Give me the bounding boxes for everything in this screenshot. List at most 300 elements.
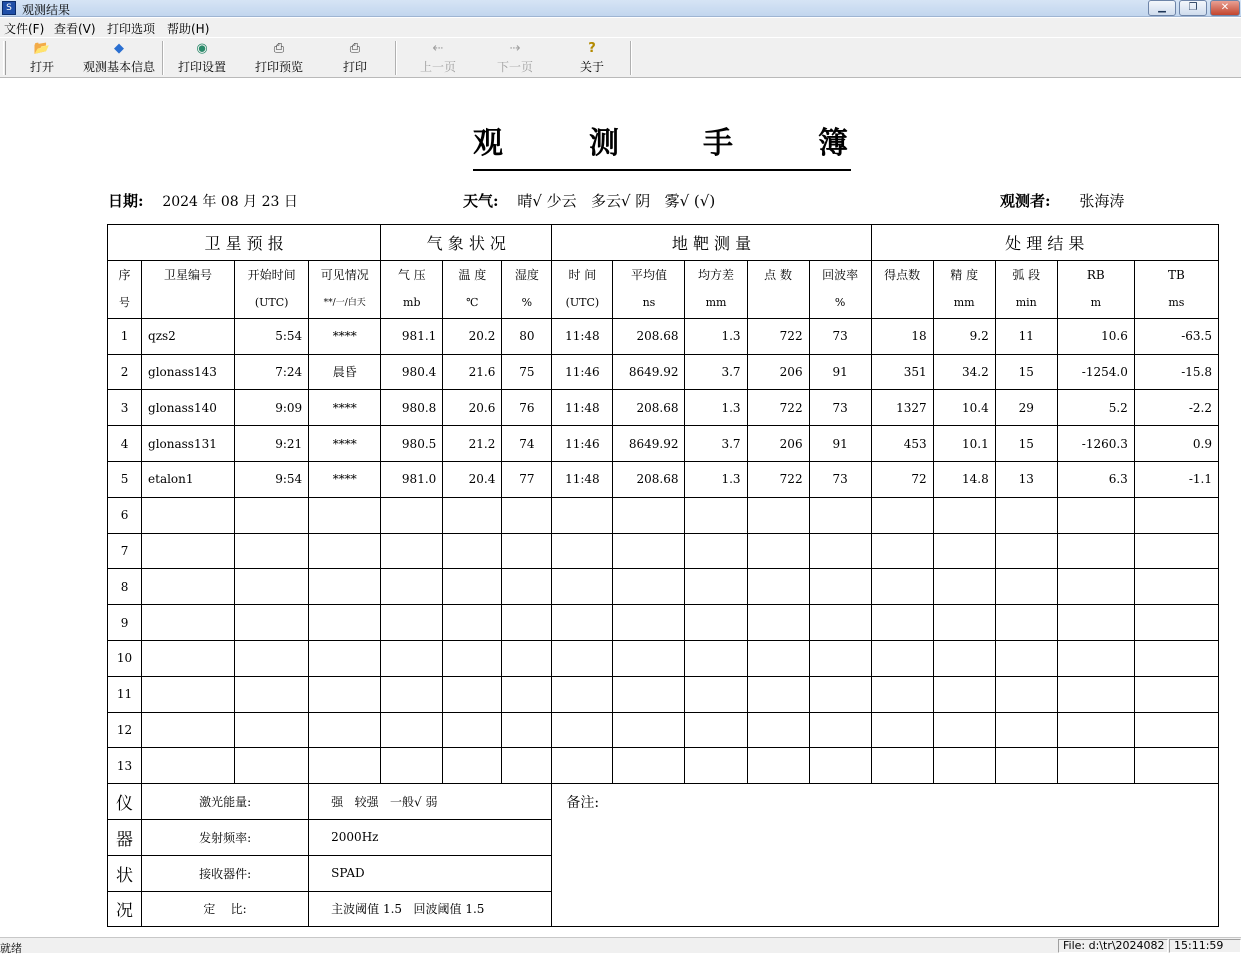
column-header [995,260,1057,318]
table-cell: 3 [108,390,142,426]
table-cell: 80 [502,318,552,354]
table-cell [381,712,443,748]
table-cell [235,497,309,533]
toolbar-grip[interactable] [3,41,6,75]
table-cell: 1 [108,318,142,354]
print-button[interactable] [337,40,373,76]
instrument-side-label: 仪 [108,784,142,820]
table-cell [613,748,685,784]
table-cell: 453 [871,426,933,462]
column-header-line1: RB [1086,268,1105,283]
column-header-line2: mm [705,296,727,310]
table-cell [1134,676,1218,712]
table-cell: **** [309,318,381,354]
table-cell [809,533,871,569]
table-row [108,676,1219,712]
table-cell [235,533,309,569]
menu-help[interactable]: 帮助(H) [167,22,210,36]
column-header-line1: 弧 段 [1012,268,1041,283]
table-cell: 29 [995,390,1057,426]
table-cell [502,497,552,533]
about-button[interactable] [575,40,609,76]
table-cell: 6 [108,497,142,533]
table-cell: glonass140 [142,390,235,426]
about-label: 关于 [579,60,604,74]
table-cell [502,748,552,784]
table-cell [685,605,747,641]
table-cell: 981.0 [381,461,443,497]
table-cell [142,640,235,676]
table-cell [613,569,685,605]
menu-bar [0,18,1241,37]
table-cell: etalon1 [142,461,235,497]
table-cell: 981.1 [381,318,443,354]
column-header-line2: 号 [119,296,130,310]
column-header-line1: 平均值 [630,268,667,283]
table-cell [747,569,809,605]
app-logo-icon[interactable]: S [2,1,16,15]
table-cell [933,676,995,712]
column-header-line1: 点 数 [764,268,792,283]
basic-info-button[interactable] [80,40,158,76]
table-cell: 9:21 [235,426,309,462]
table-cell [1134,533,1218,569]
table-cell: 208.68 [613,390,685,426]
table-cell: 15 [995,354,1057,390]
table-cell: glonass143 [142,354,235,390]
instrument-label: 定 比: [142,891,309,927]
table-cell: 5 [108,461,142,497]
prev-page-label: 上一页 [419,60,456,74]
column-header-line2: mm [953,296,975,310]
table-cell: 980.4 [381,354,443,390]
table-cell [685,712,747,748]
table-cell: 980.5 [381,426,443,462]
column-header [871,260,933,318]
question-icon: ? [588,41,596,56]
table-cell [552,640,613,676]
toolbar-separator [395,41,397,75]
table-cell [809,605,871,641]
column-header-line1: 可见情况 [320,268,369,283]
column-header [685,260,747,318]
column-header-line2: min [1015,296,1037,310]
table-cell: 10 [108,640,142,676]
table-cell: 11:48 [552,318,613,354]
table-cell: 10.4 [933,390,995,426]
table-cell [685,533,747,569]
toolbar-separator [630,41,632,75]
table-row [108,605,1219,641]
table-cell: 11:46 [552,426,613,462]
table-cell [502,533,552,569]
table-cell: 10.6 [1057,318,1134,354]
column-header [809,260,871,318]
table-cell: 91 [809,426,871,462]
table-cell: 73 [809,461,871,497]
table-cell: 206 [747,354,809,390]
table-cell [502,569,552,605]
table-cell: 206 [747,426,809,462]
table-cell: 77 [502,461,552,497]
table-cell [502,712,552,748]
weather-value: 晴√ 少云 多云√ 阴 雾√ (√) [517,192,716,210]
table-cell [933,569,995,605]
basic-info-label: 观测基本信息 [82,60,155,74]
column-header-line2: % [521,296,533,310]
table-cell: 6.3 [1057,461,1134,497]
instrument-value: 主波阈值 1.5 回波阈值 1.5 [309,891,552,927]
table-cell [142,533,235,569]
column-header-line1: 温 度 [458,268,487,283]
table-cell [443,712,502,748]
table-cell [747,497,809,533]
maximize-button[interactable]: ❐ [1179,0,1207,16]
group-forecast: 卫 星 预 报 [108,225,381,261]
table-cell: 5:54 [235,318,309,354]
table-cell [235,640,309,676]
column-header-line1: 卫星编号 [164,268,213,283]
table-cell [871,676,933,712]
table-cell [871,640,933,676]
table-cell [1134,497,1218,533]
table-cell: 11:48 [552,461,613,497]
table-cell: glonass131 [142,426,235,462]
table-cell [142,497,235,533]
column-header [502,260,552,318]
table-cell: 20.6 [443,390,502,426]
table-cell: -63.5 [1134,318,1218,354]
table-cell [552,676,613,712]
table-cell [1134,569,1218,605]
table-cell: 10.1 [933,426,995,462]
table-cell [871,712,933,748]
table-cell [871,569,933,605]
column-header-line2: (UTC) [565,296,600,310]
table-cell [142,748,235,784]
column-header [142,260,235,318]
table-cell [381,605,443,641]
table-cell [613,533,685,569]
table-cell [809,497,871,533]
table-cell [552,605,613,641]
arrow-right-icon: ⇢ [509,41,521,56]
table-cell [809,569,871,605]
column-header [1134,260,1218,318]
table-cell [995,533,1057,569]
printer-preview-icon: ⎙ [273,41,285,56]
column-header [613,260,685,318]
instrument-side-label: 器 [108,819,142,855]
table-cell: 722 [747,318,809,354]
observer-value: 张海涛 [1079,192,1125,210]
table-cell [309,497,381,533]
table-cell [235,712,309,748]
table-cell [933,712,995,748]
table-cell [552,712,613,748]
title-char: 簿 [818,126,848,161]
column-header-line2: ms [1168,296,1185,310]
table-cell [933,748,995,784]
table-cell: 1327 [871,390,933,426]
instrument-side-label: 况 [108,891,142,927]
toolbar [0,37,1241,78]
table-cell: 8649.92 [613,426,685,462]
column-header-line2: mb [403,296,421,310]
table-row [108,497,1219,533]
menu-print-options[interactable]: 打印选项 [107,22,156,36]
table-cell [443,533,502,569]
column-header-line1: 湿度 [514,268,539,283]
table-cell: 20.2 [443,318,502,354]
table-cell: **** [309,426,381,462]
table-cell: -2.2 [1134,390,1218,426]
table-cell [381,748,443,784]
table-cell [747,748,809,784]
table-cell [747,533,809,569]
arrow-left-icon: ⇠ [432,41,444,56]
print-setup-label: 打印设置 [177,60,226,74]
table-cell: 11:46 [552,354,613,390]
close-button[interactable]: ✕ [1210,0,1240,16]
column-header-line1: 得点数 [884,268,921,283]
table-cell [381,569,443,605]
column-header-line2: ns [642,296,656,310]
table-cell: 18 [871,318,933,354]
table-cell [747,605,809,641]
table-cell: 208.68 [613,318,685,354]
column-header [747,260,809,318]
table-cell: **** [309,390,381,426]
column-header-line1: 序 [118,268,131,283]
table-cell: 34.2 [933,354,995,390]
column-header-line2: % [834,296,846,310]
title-char: 测 [589,126,619,161]
table-cell [747,712,809,748]
table-cell [995,605,1057,641]
table-cell: 1.3 [685,461,747,497]
title-char: 手 [703,126,733,161]
column-header-line2: (UTC) [254,296,289,310]
column-header [235,260,309,318]
observer-label: 观测者: [1000,192,1051,210]
column-header-row [108,260,1219,318]
table-cell: qzs2 [142,318,235,354]
table-cell [809,748,871,784]
table-cell [443,676,502,712]
table-cell [1057,748,1134,784]
print-preview-button[interactable] [251,40,307,76]
table-cell [142,569,235,605]
table-cell: 73 [809,318,871,354]
weather-info [463,190,715,211]
table-cell [995,712,1057,748]
print-setup-button[interactable] [174,40,230,76]
table-cell: 11:48 [552,390,613,426]
print-preview-label: 打印预览 [254,60,303,74]
status-text: 就绪 [0,942,22,955]
table-cell [933,533,995,569]
column-header [108,260,142,318]
table-cell: 722 [747,390,809,426]
minimize-button[interactable]: ▁ [1148,0,1176,16]
table-cell [1057,605,1134,641]
table-cell: 13 [108,748,142,784]
table-cell: -15.8 [1134,354,1218,390]
open-button[interactable] [24,40,60,76]
table-cell [933,640,995,676]
table-cell: -1.1 [1134,461,1218,497]
table-cell: 11 [995,318,1057,354]
table-cell [1057,676,1134,712]
table-cell: 2 [108,354,142,390]
status-bar [0,937,1241,953]
table-cell: 74 [502,426,552,462]
table-cell [309,533,381,569]
column-header-line2: ℃ [466,296,479,310]
next-page-button[interactable] [493,40,537,76]
table-cell [235,569,309,605]
column-header-line1: 精 度 [950,268,979,283]
table-cell [809,676,871,712]
table-cell: 3.7 [685,354,747,390]
column-header-line1: 回波率 [822,268,859,283]
table-cell [443,640,502,676]
column-header-line1: 气 压 [397,268,426,283]
table-cell [443,569,502,605]
table-cell: 208.68 [613,461,685,497]
table-cell [443,605,502,641]
table-cell [809,712,871,748]
column-header-line1: TB [1168,268,1185,283]
table-cell [381,497,443,533]
table-cell: 0.9 [1134,426,1218,462]
table-cell [747,676,809,712]
table-cell: 4 [108,426,142,462]
table-row [108,640,1219,676]
remarks-label: 备注: [566,795,600,812]
table-cell [685,569,747,605]
table-cell [1057,640,1134,676]
instrument-label: 接收器件: [142,855,309,891]
title-char: 观 [473,126,503,161]
group-ranging: 地 靶 测 量 [552,225,871,261]
table-cell [995,676,1057,712]
table-cell [502,605,552,641]
table-cell: 73 [809,390,871,426]
next-page-label: 下一页 [496,60,533,74]
table-cell: 21.2 [443,426,502,462]
table-cell [381,533,443,569]
date-info [108,190,298,211]
table-row [108,461,1219,497]
column-header [933,260,995,318]
column-header [552,260,613,318]
table-cell: 晨昏 [309,354,381,390]
instrument-row [108,784,1219,820]
open-label: 打开 [29,60,54,74]
table-row [108,533,1219,569]
group-header-row [108,225,1219,261]
instrument-side-label: 状 [108,855,142,891]
title-underline [473,169,851,171]
table-cell [309,605,381,641]
table-cell [235,605,309,641]
table-cell [309,569,381,605]
table-cell: 76 [502,390,552,426]
table-row [108,390,1219,426]
column-header-line1: 均方差 [698,268,735,283]
table-cell: 13 [995,461,1057,497]
table-cell [685,640,747,676]
group-results: 处 理 结 果 [871,225,1218,261]
column-header-line2 [148,289,228,317]
table-cell [552,533,613,569]
table-cell [613,605,685,641]
weather-label: 天气: [463,192,499,210]
table-cell [1134,605,1218,641]
status-file-panel: File: d:\tr\2024082 [1058,939,1168,953]
table-cell: 12 [108,712,142,748]
table-cell [995,640,1057,676]
table-cell: -1260.3 [1057,426,1134,462]
table-cell [933,605,995,641]
table-cell: 9:54 [235,461,309,497]
table-cell [995,569,1057,605]
prev-page-button[interactable] [416,40,460,76]
table-cell: 980.8 [381,390,443,426]
table-cell: 3.7 [685,426,747,462]
table-cell [1057,569,1134,605]
table-cell [309,712,381,748]
column-header-line1: 开始时间 [247,268,296,283]
table-cell [381,640,443,676]
table-cell [871,497,933,533]
table-cell: 91 [809,354,871,390]
table-row [108,748,1219,784]
column-header-line2: **/一/白天 [323,298,366,309]
group-weather: 气 象 状 况 [381,225,552,261]
table-cell: 9.2 [933,318,995,354]
table-cell [871,605,933,641]
menu-file[interactable]: 文件(F) [4,22,45,36]
table-cell [552,569,613,605]
status-time-panel: 15:11:59 [1169,939,1241,953]
table-cell [309,640,381,676]
remarks-field[interactable] [552,784,1219,927]
table-cell [235,676,309,712]
table-cell [235,748,309,784]
table-row [108,712,1219,748]
column-header [443,260,502,318]
table-cell [685,748,747,784]
table-cell [142,712,235,748]
observation-table [107,224,1219,927]
date-value: 2024 年 08 月 23 日 [162,194,298,210]
table-cell [309,748,381,784]
table-cell [552,497,613,533]
table-row [108,354,1219,390]
table-cell [613,676,685,712]
table-row [108,569,1219,605]
column-header [1057,260,1134,318]
menu-view[interactable]: 查看(V) [54,22,96,36]
column-header [381,260,443,318]
table-cell [142,676,235,712]
printer-icon: ⎙ [349,41,361,56]
table-cell: 11 [108,676,142,712]
table-cell [747,640,809,676]
